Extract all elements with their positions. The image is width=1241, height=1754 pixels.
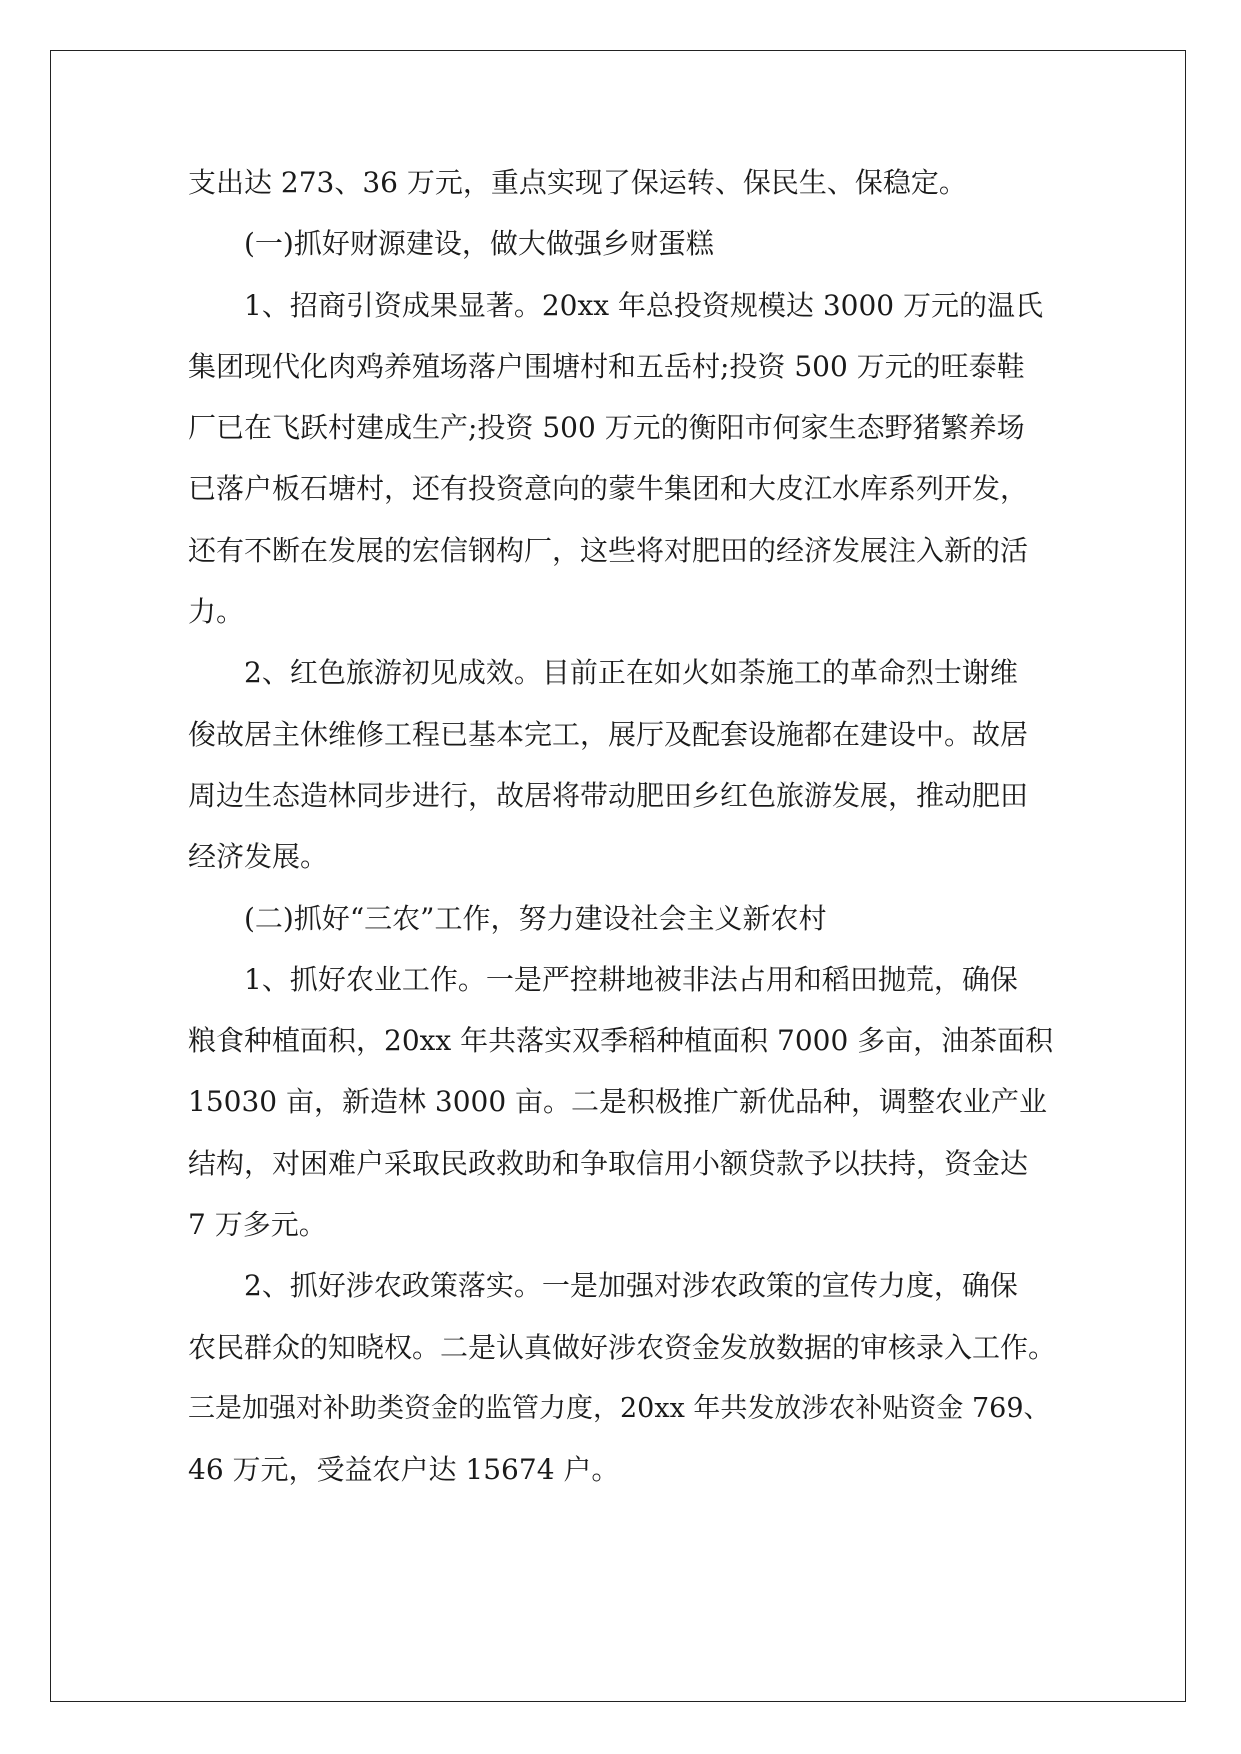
text-line: 集团现代化肉鸡养殖场落户围塘村和五岳村;投资 500 万元的旺泰鞋	[188, 349, 1025, 383]
text-line: 46 万元，受益农户达 15674 户。	[188, 1453, 620, 1487]
text-line: 结构，对困难户采取民政救助和争取信用小额贷款予以扶持，资金达	[188, 1146, 1029, 1180]
text-line: 1、抓好农业工作。一是严控耕地被非法占用和稻田抛荒，确保	[244, 962, 1018, 996]
text-line: 15030 亩，新造林 3000 亩。二是积极推广新优品种，调整农业产业	[188, 1085, 1048, 1119]
section-heading: (二)抓好“三农”工作，努力建设社会主义新农村	[244, 901, 827, 935]
text-line: 7 万多元。	[188, 1208, 327, 1242]
text-line: 1、招商引资成果显著。20xx 年总投资规模达 3000 万元的温氏	[244, 288, 1043, 322]
text-line: 已落户板石塘村，还有投资意向的蒙牛集团和大皮江水库系列开发，	[188, 472, 1029, 506]
text-line: 支出达 273、36 万元，重点实现了保运转、保民生、保稳定。	[188, 166, 967, 199]
section-heading: (一)抓好财源建设，做大做强乡财蛋糕	[244, 227, 714, 261]
text-line: 粮食种植面积，20xx 年共落实双季稻种植面积 7000 多亩，油茶面积	[188, 1024, 1054, 1058]
text-line: 2、抓好涉农政策落实。一是加强对涉农政策的宣传力度，确保	[244, 1269, 1018, 1303]
document-body	[188, 152, 1058, 1501]
text-line: 厂已在飞跃村建成生产;投资 500 万元的衡阳市何家生态野猪繁养场	[188, 411, 1025, 445]
text-line: 农民群众的知晓权。二是认真做好涉农资金发放数据的审核录入工作。	[188, 1330, 1057, 1364]
text-line: 三是加强对补助类资金的监管力度，20xx 年共发放涉农补贴资金 769、	[188, 1392, 1051, 1424]
text-line: 还有不断在发展的宏信钢构厂，这些将对肥田的经济发展注入新的活	[188, 533, 1029, 567]
text-line: 周边生态造林同步进行，故居将带动肥田乡红色旅游发展，推动肥田	[188, 778, 1029, 812]
text-line: 经济发展。	[188, 840, 329, 874]
text-line: 2、红色旅游初见成效。目前正在如火如荼施工的革命烈士谢维	[244, 656, 1018, 690]
text-line: 俊故居主休维修工程已基本完工，展厅及配套设施都在建设中。故居	[188, 717, 1029, 751]
text-line: 力。	[188, 595, 245, 629]
